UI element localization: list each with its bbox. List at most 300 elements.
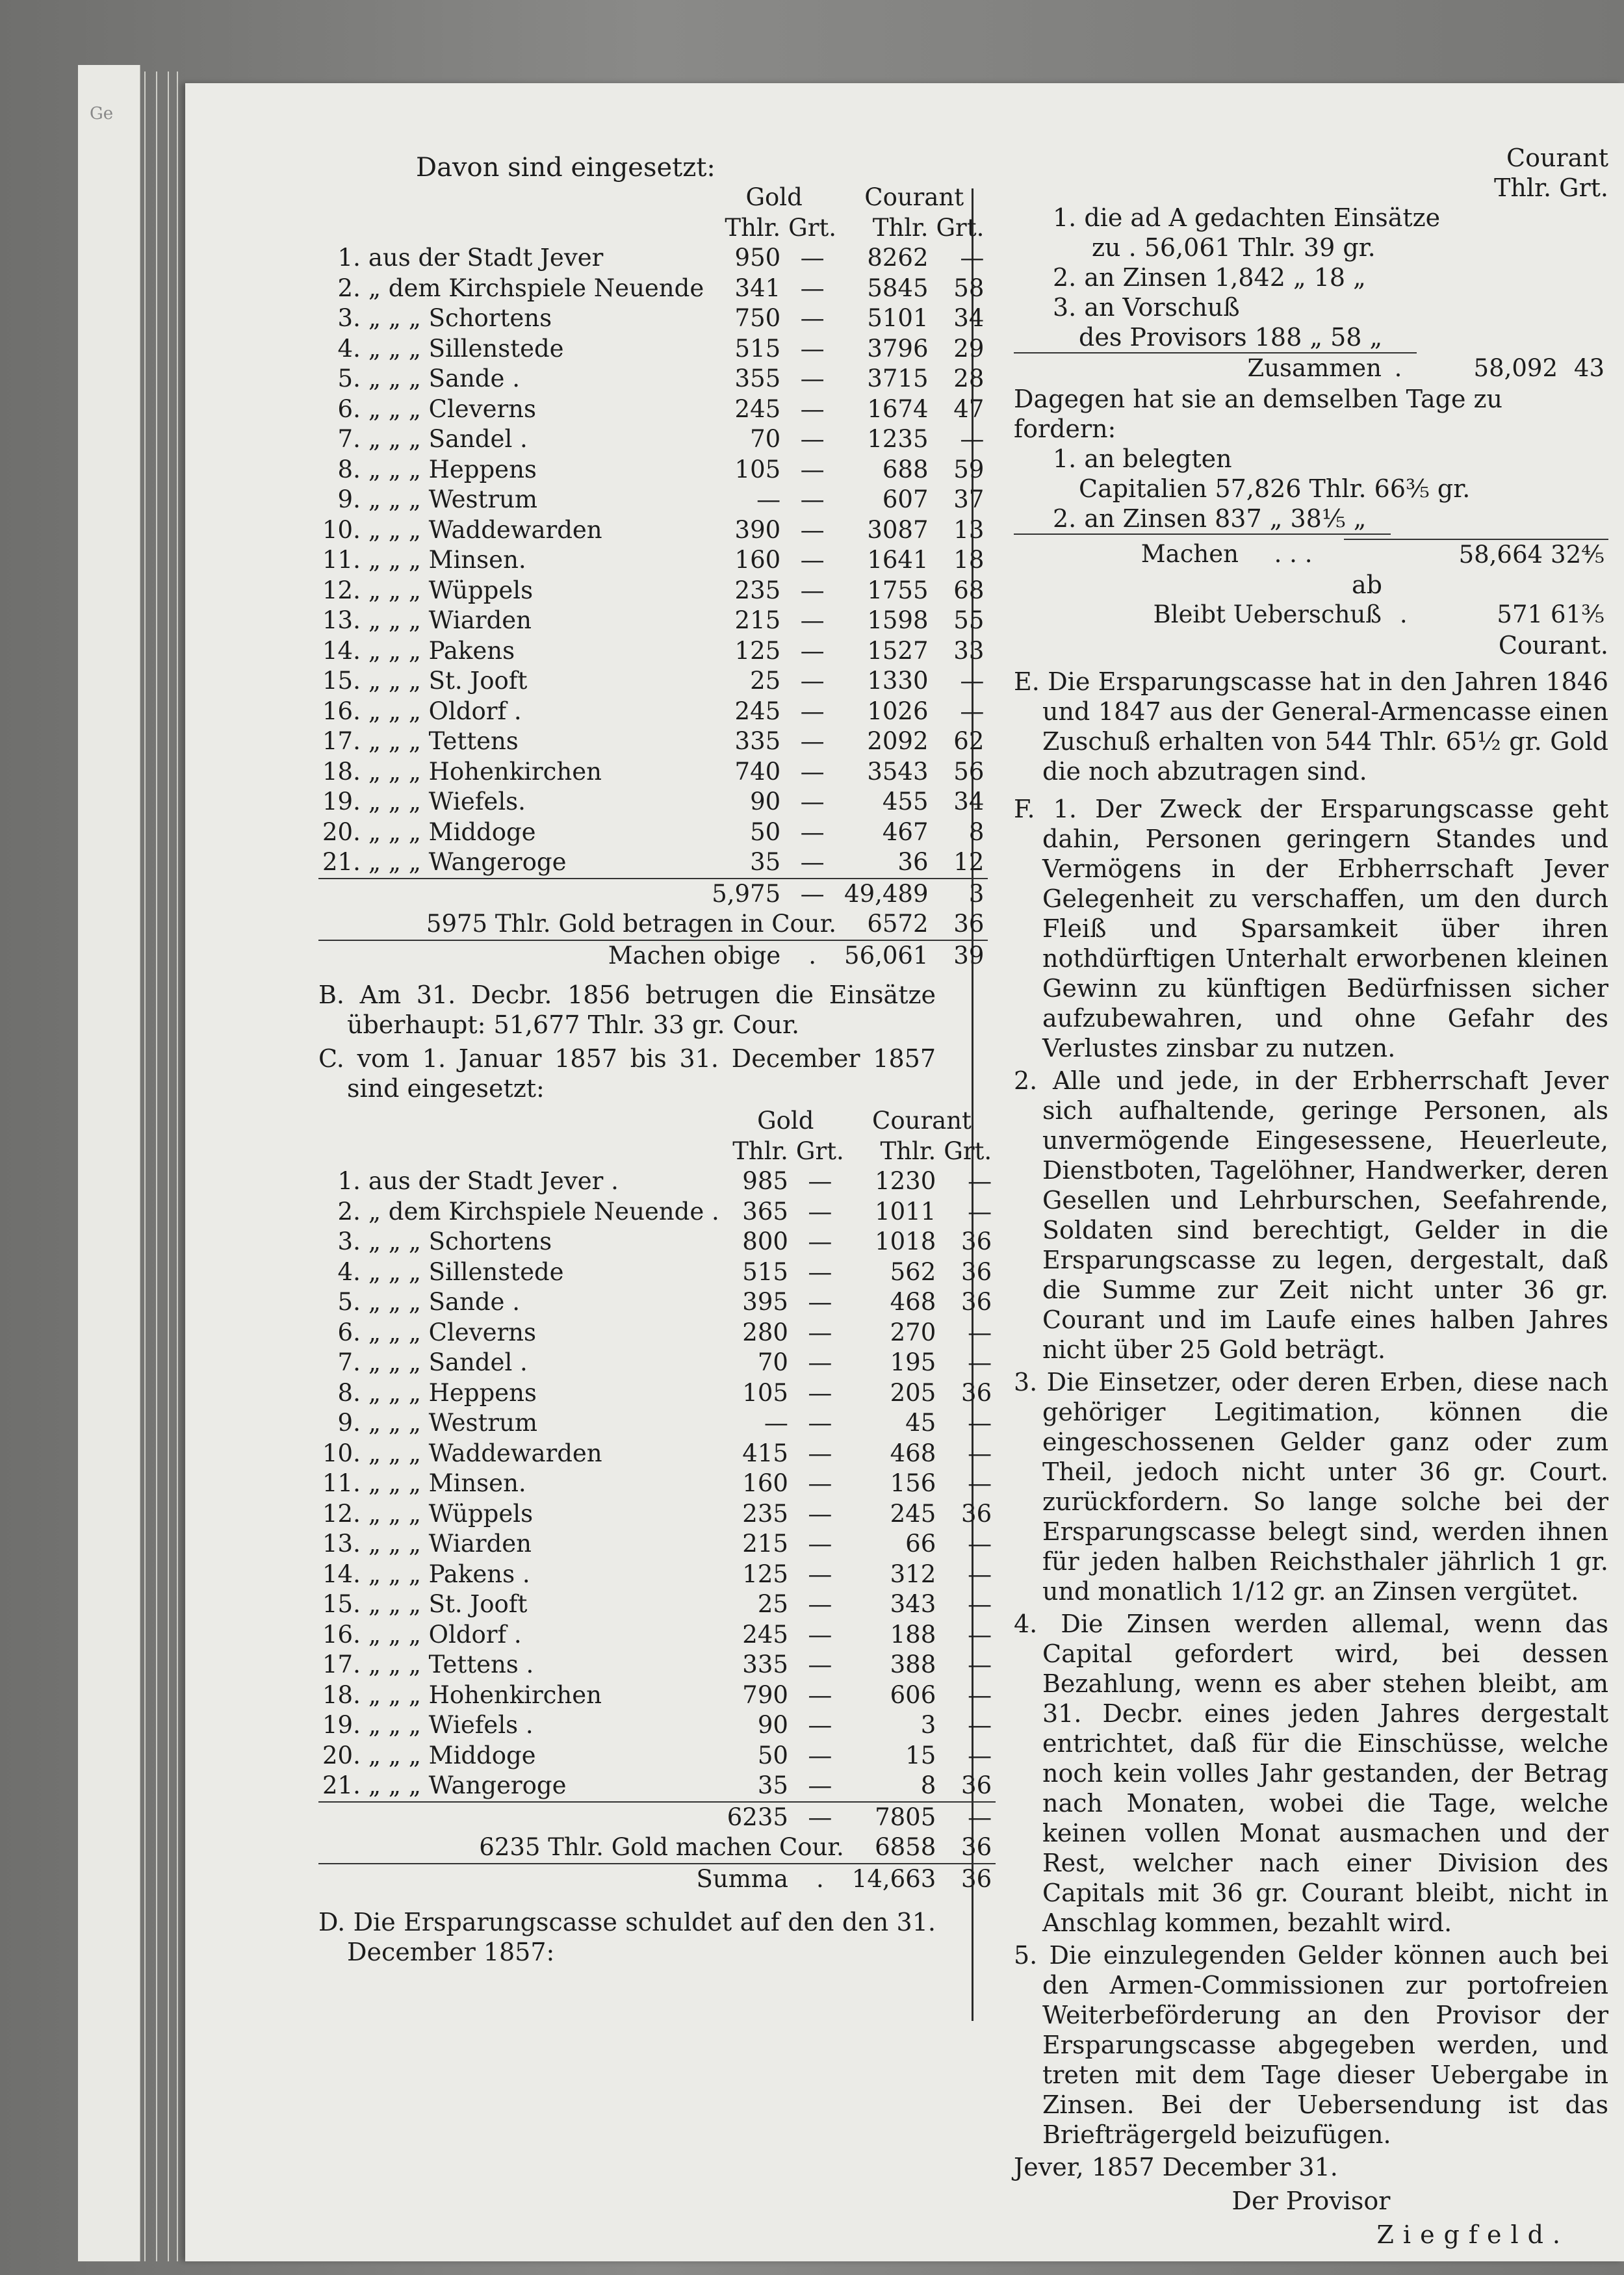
cell-d: — xyxy=(800,304,825,333)
gold-conversion-row-1856: 5975 Thlr. Gold betragen in Cour. 6572 36 xyxy=(426,910,985,938)
cell-c: 3796 xyxy=(867,334,929,363)
cell-g: 35 xyxy=(757,1771,788,1800)
cell-d: — xyxy=(808,1680,832,1709)
total-row-1856: 5,975 — 49,489 3 xyxy=(318,879,988,910)
deposits-1856-table xyxy=(318,183,988,971)
cell-g: 215 xyxy=(742,1530,788,1558)
cell-d: — xyxy=(808,1378,832,1407)
table-row xyxy=(318,515,988,546)
cell-gr: 29 xyxy=(953,334,985,363)
sub-thlr: Thlr. xyxy=(732,1137,788,1165)
cell-g: 335 xyxy=(742,1651,788,1679)
cell-n: 10. xyxy=(322,1439,361,1467)
cell-g: 800 xyxy=(742,1227,788,1256)
table-row xyxy=(318,1560,996,1590)
cell-d: — xyxy=(800,365,825,393)
cell-place: „ „ „ Sillenstede xyxy=(368,1257,564,1286)
cell-gr: 47 xyxy=(953,394,985,423)
cell-g: 125 xyxy=(734,636,781,665)
table-row xyxy=(318,364,988,394)
cell-place: „ „ „ Middoge xyxy=(368,1741,536,1769)
courant-units: Thlr. Grt. xyxy=(1494,174,1608,202)
cell-d: — xyxy=(800,515,825,544)
cell-g: 215 xyxy=(734,606,781,635)
summa-row: Summa . 14,663 36 xyxy=(318,1864,996,1895)
cell-g: 235 xyxy=(742,1499,788,1528)
table-row xyxy=(318,697,988,727)
cell-c: 312 xyxy=(890,1560,936,1588)
cell-gr: 36 xyxy=(961,1257,992,1286)
cell-d: — xyxy=(808,1711,832,1740)
cell-place: „ „ „ Cleverns xyxy=(368,394,536,423)
table-row xyxy=(318,1710,996,1741)
cell-c: 606 xyxy=(890,1680,936,1709)
cell-c: 156 xyxy=(890,1469,936,1498)
cell-place: „ „ „ Wiefels . xyxy=(368,1711,534,1740)
cell-c: 607 xyxy=(882,485,929,514)
table-row xyxy=(318,545,988,576)
table-row xyxy=(318,1771,996,1802)
cell-c: 562 xyxy=(890,1257,936,1286)
cell-gr: — xyxy=(968,1741,992,1769)
cell-gr: 12 xyxy=(953,848,985,877)
cell-place: „ „ „ Oldorf . xyxy=(368,697,522,725)
dagegen-text: Dagegen hat sie an demselben Tage zu fordern: xyxy=(1014,384,1503,443)
gold-conversion-row-1857: 6235 Thlr. Gold machen Cour. 6858 36 xyxy=(479,1833,992,1862)
cell-c: 8262 xyxy=(867,244,929,272)
cell-gr: — xyxy=(968,1348,992,1377)
cell-place: „ „ „ Wiarden xyxy=(368,606,532,635)
cell-c: 688 xyxy=(882,455,929,483)
cell-gr: 13 xyxy=(953,515,985,544)
cell-c: 5101 xyxy=(867,304,929,333)
cell-c: 1527 xyxy=(867,636,929,665)
table-row xyxy=(318,274,988,304)
sub-grt: Grt. xyxy=(944,1137,992,1165)
cell-c: 2092 xyxy=(867,727,929,756)
cell-g: 515 xyxy=(742,1257,788,1286)
cell-c: 195 xyxy=(890,1348,936,1377)
cell-g: 25 xyxy=(750,667,781,695)
cell-c: 3 xyxy=(920,1711,936,1740)
bleibt-row: Bleibt Ueberschuß . 571 61⅗ xyxy=(1153,600,1605,629)
courant-tail: Courant. xyxy=(1498,630,1608,660)
cell-gr: 34 xyxy=(953,304,985,333)
cell-d: — xyxy=(808,1318,832,1346)
table-row xyxy=(318,606,988,636)
table-row xyxy=(318,636,988,667)
cell-place: „ „ „ Heppens xyxy=(368,1378,537,1407)
cell-g: 25 xyxy=(757,1590,788,1619)
table-row xyxy=(318,243,988,274)
cell-place: „ „ „ Minsen. xyxy=(368,546,526,574)
table-row xyxy=(318,1529,996,1560)
cell-n: 15. xyxy=(322,1590,361,1619)
cell-g: 341 xyxy=(734,274,781,302)
cell-n: 5. xyxy=(337,1288,361,1317)
cell-n: 16. xyxy=(322,1620,361,1649)
cell-g: — xyxy=(764,1409,788,1437)
table-row xyxy=(318,1620,996,1651)
cell-c: 455 xyxy=(882,788,929,816)
table-row xyxy=(318,1439,996,1469)
cell-d: — xyxy=(800,394,825,423)
table-row xyxy=(318,1408,996,1439)
cell-d: — xyxy=(808,1771,832,1800)
table-row xyxy=(318,455,988,485)
col-gold-header: Gold xyxy=(745,183,803,212)
cell-n: 5. xyxy=(337,365,361,393)
page-stack-edge xyxy=(177,71,178,2261)
cell-place: „ „ „ Sande . xyxy=(368,1288,520,1317)
cell-gr: — xyxy=(960,667,985,695)
table-row xyxy=(318,1166,996,1197)
claim-item-1-cont: Capitalien 57,826 Thlr. 66⅗ gr. xyxy=(1079,474,1471,503)
cell-place: „ „ „ Wangeroge xyxy=(368,1771,567,1800)
cell-c: 1330 xyxy=(867,667,929,695)
cell-g: 70 xyxy=(757,1348,788,1377)
cell-gr: 36 xyxy=(961,1378,992,1407)
cell-d: — xyxy=(808,1167,832,1196)
cell-gr: 36 xyxy=(961,1771,992,1800)
cell-place: „ „ „ Heppens xyxy=(368,455,537,483)
cell-c: 245 xyxy=(890,1499,936,1528)
cell-place: „ „ „ Hohenkirchen xyxy=(368,1680,602,1709)
cell-d: — xyxy=(800,848,825,877)
cell-place: „ „ „ Middoge xyxy=(368,817,536,846)
cell-g: 90 xyxy=(757,1711,788,1740)
sub-grt: Grt. xyxy=(788,213,837,242)
cell-place: „ „ „ Waddewarden xyxy=(368,1439,602,1467)
cell-c: 1598 xyxy=(867,606,929,635)
table-row xyxy=(318,726,988,757)
table-row xyxy=(318,817,988,848)
sub-thlr: Thlr. xyxy=(872,213,929,242)
cell-c: 468 xyxy=(890,1288,936,1317)
cell-c: 36 xyxy=(897,848,929,877)
paragraph-f3: 3. Die Einsetzer, oder deren Erben, diese nach gehöriger Legitimation, können die eingeschossenen Gelder ganz oder zum Theil, jedoch nicht unter 36 gr. Court. zurückfordern. So lange solche bei der Ersparungscasse belegt sind, werden ihnen für jeden halben Reichsthaler jährlich 1 gr. und monatlich 1/12 gr. an Zinsen vergütet. xyxy=(1014,1367,1608,1606)
cell-d: — xyxy=(808,1651,832,1679)
table-row xyxy=(318,757,988,788)
cell-n: 12. xyxy=(322,1499,361,1528)
cell-c: 1026 xyxy=(867,697,929,725)
cell-place: „ „ „ Waddewarden xyxy=(368,515,602,544)
cell-gr: — xyxy=(968,1409,992,1437)
cell-g: 160 xyxy=(742,1469,788,1498)
page-stack-edge xyxy=(168,71,169,2261)
cell-c: 1018 xyxy=(875,1227,936,1256)
cell-gr: — xyxy=(960,425,985,454)
cell-d: — xyxy=(800,667,825,695)
cell-n: 17. xyxy=(322,727,361,756)
paragraph-e: E. Die Ersparungscasse hat in den Jahren 1846 und 1847 aus der General-Armencasse einen Zuschuß erhalten von 544 Thlr. 65½ gr. Gold die noch abzutragen sind. xyxy=(1014,667,1608,786)
cell-d: — xyxy=(808,1469,832,1498)
table-row xyxy=(318,334,988,365)
cell-n: 14. xyxy=(322,1560,361,1588)
cell-g: 50 xyxy=(757,1741,788,1769)
table-row xyxy=(318,1650,996,1680)
previous-page-fragment: Ge xyxy=(90,104,114,123)
cell-c: 205 xyxy=(890,1378,936,1407)
cell-gr: — xyxy=(968,1590,992,1619)
cell-place: „ „ „ St. Jooft xyxy=(368,667,528,695)
cell-n: 10. xyxy=(322,515,361,544)
paragraph-d: D. Die Ersparungscasse schuldet auf den den 31. December 1857: xyxy=(318,1908,936,1966)
cell-place: „ „ „ Westrum xyxy=(368,1409,537,1437)
cell-c: 1011 xyxy=(875,1197,936,1226)
cell-place: „ „ „ Tettens xyxy=(368,727,519,756)
provisor-title: Der Provisor xyxy=(1231,2186,1391,2215)
table-row xyxy=(318,1589,996,1620)
cell-d: — xyxy=(800,274,825,302)
cell-n: 9. xyxy=(337,1409,361,1437)
cell-g: 335 xyxy=(734,727,781,756)
table-row xyxy=(318,485,988,515)
cell-n: 1. xyxy=(337,1167,361,1196)
cell-gr: 36 xyxy=(961,1499,992,1528)
cell-g: 245 xyxy=(742,1620,788,1649)
cell-gr: — xyxy=(960,697,985,725)
cell-n: 2. xyxy=(337,1197,361,1226)
table-row xyxy=(318,1348,996,1378)
cell-n: 11. xyxy=(322,1469,361,1498)
cell-c: 270 xyxy=(890,1318,936,1346)
col-courant-header: Courant xyxy=(864,183,964,212)
page-stack-edge xyxy=(156,71,157,2261)
sub-thlr: Thlr. xyxy=(725,213,781,242)
cell-d: — xyxy=(808,1741,832,1769)
cell-place: „ „ „ Sandel . xyxy=(368,1348,528,1377)
cell-gr: — xyxy=(968,1620,992,1649)
cell-g: 125 xyxy=(742,1560,788,1588)
cell-n: 19. xyxy=(322,1711,361,1740)
cell-g: 355 xyxy=(734,365,781,393)
cell-n: 1. xyxy=(337,244,361,272)
cell-d: — xyxy=(800,727,825,756)
table-row xyxy=(318,1741,996,1771)
cell-g: 245 xyxy=(734,394,781,423)
cell-gr: 58 xyxy=(953,274,985,302)
table-row xyxy=(318,576,988,606)
cell-g: 950 xyxy=(734,244,781,272)
cell-d: — xyxy=(800,425,825,454)
cell-g: 415 xyxy=(742,1439,788,1467)
cell-g: 750 xyxy=(734,304,781,333)
cell-place: „ „ „ Wangeroge xyxy=(368,848,567,877)
paragraph-f2: 2. Alle und jede, in der Erbherrschaft Jever sich aufhaltende, geringe Personen, als unvermögende Eingesessene, Heuerleute, Dienstboten, Tagelöhner, Handwerker, deren Gesellen und Lehrburschen, Seefahrende, Soldaten sind berechtigt, Gelder in die Ersparungscasse zu legen, dergestalt, daß die Summe zur Zeit nicht unter 36 gr. Courant und im Laufe eines halben Jahres nicht über 25 Gold beträgt. xyxy=(1014,1066,1608,1364)
table-row xyxy=(318,1197,996,1227)
cell-place: „ „ „ Sillenstede xyxy=(368,334,564,363)
cell-gr: — xyxy=(968,1167,992,1196)
paragraph-c: C. vom 1. Januar 1857 bis 31. December 1857 sind eingesetzt: xyxy=(318,1044,936,1103)
cell-d: — xyxy=(800,455,825,483)
cell-d: — xyxy=(800,757,825,786)
cell-c: 343 xyxy=(890,1590,936,1619)
cell-c: 66 xyxy=(905,1530,936,1558)
cell-g: 160 xyxy=(734,546,781,574)
cell-gr: — xyxy=(968,1651,992,1679)
table-row xyxy=(318,1287,996,1318)
cell-g: 235 xyxy=(734,576,781,604)
cell-g: 50 xyxy=(750,817,781,846)
paragraph-f5: 5. Die einzulegenden Gelder können auch bei den Armen-Commissionen zur portofreien Weiterbeförderung an den Provisor der Ersparungscasse abgegeben werden, und treten mit dem Tage dieser Uebergabe in Zinsen. Bei der Uebersendung ist das Briefträgergeld beizufügen. xyxy=(1014,1940,1608,2149)
cell-place: „ „ „ Sandel . xyxy=(368,425,528,454)
cell-n: 12. xyxy=(322,576,361,604)
cell-n: 8. xyxy=(337,455,361,483)
cell-d: — xyxy=(808,1439,832,1467)
cell-d: — xyxy=(808,1288,832,1317)
total-row-1857: 6235 — 7805 — xyxy=(318,1802,996,1833)
cell-d: — xyxy=(808,1409,832,1437)
cell-gr: — xyxy=(968,1711,992,1740)
cell-gr: 56 xyxy=(953,757,985,786)
cell-d: — xyxy=(808,1590,832,1619)
cell-g: 70 xyxy=(750,425,781,454)
cell-n: 15. xyxy=(322,667,361,695)
cell-c: 1235 xyxy=(867,425,929,454)
cell-c: 3087 xyxy=(867,515,929,544)
cell-d: — xyxy=(808,1197,832,1226)
deposits-1857-table xyxy=(318,1106,996,1894)
cell-place: „ „ „ Westrum xyxy=(368,485,537,514)
cell-d: — xyxy=(808,1620,832,1649)
cell-d: — xyxy=(808,1257,832,1286)
cell-gr: — xyxy=(968,1680,992,1709)
table-row xyxy=(318,666,988,697)
cell-n: 13. xyxy=(322,1530,361,1558)
cell-d: — xyxy=(800,817,825,846)
sub-grt: Grt. xyxy=(795,1137,844,1165)
cell-g: 390 xyxy=(734,515,781,544)
col-gold-header: Gold xyxy=(757,1107,814,1135)
cell-place: „ „ „ Oldorf . xyxy=(368,1620,522,1649)
cell-c: 5845 xyxy=(867,274,929,302)
cell-place: „ „ „ Wiarden xyxy=(368,1530,532,1558)
table-row xyxy=(318,1378,996,1409)
table-row xyxy=(318,1499,996,1530)
cell-n: 3. xyxy=(337,1227,361,1256)
cell-d: — xyxy=(800,636,825,665)
cell-gr: 34 xyxy=(953,788,985,816)
cell-d: — xyxy=(808,1530,832,1558)
cell-d: — xyxy=(808,1499,832,1528)
paragraph-b: B. Am 31. Decbr. 1856 betrugen die Einsätze überhaupt: 51,677 Thlr. 33 gr. Cour. xyxy=(318,981,936,1039)
courant-header: Courant xyxy=(1506,144,1608,172)
cell-d: — xyxy=(808,1348,832,1377)
cell-d: — xyxy=(800,244,825,272)
cell-d: — xyxy=(800,546,825,574)
cell-c: 3543 xyxy=(867,757,929,786)
cell-g: 790 xyxy=(742,1680,788,1709)
table-row xyxy=(318,303,988,334)
liability-item-2: 2. an Zinsen 1,842 „ 18 „ xyxy=(1053,263,1366,292)
cell-gr: 62 xyxy=(953,727,985,756)
cell-n: 7. xyxy=(337,1348,361,1377)
cell-n: 21. xyxy=(322,848,361,877)
cell-gr: 28 xyxy=(953,365,985,393)
cell-gr: — xyxy=(968,1318,992,1346)
page-stack-edge xyxy=(144,71,146,2261)
cell-n: 20. xyxy=(322,817,361,846)
cell-c: 188 xyxy=(890,1620,936,1649)
machen-row: Machen . . . 58,664 32⅘ xyxy=(1014,539,1608,571)
cell-gr: 8 xyxy=(968,817,985,846)
cell-n: 2. xyxy=(337,274,361,302)
cell-n: 9. xyxy=(337,485,361,514)
paragraph-f1: F. 1. Der Zweck der Ersparungscasse geht dahin, Personen geringern Standes und Vermögens in der Erbherrschaft Jever Gelegenheit zu verschaffen, um den durch Fleiß und Sparsamkeit über ihren nothdürftigen Unterhalt erworbenen kleinen Gewinn zu künftigen Bedürfnissen sicher aufzubewahren, und ohne Gefahr des Verlustes zinsbar zu nutzen. xyxy=(1014,794,1608,1062)
cell-n: 18. xyxy=(322,1680,361,1709)
cell-c: 1755 xyxy=(867,576,929,604)
cell-n: 6. xyxy=(337,1318,361,1346)
cell-place: „ „ „ Tettens . xyxy=(368,1651,534,1679)
table-row xyxy=(318,1227,996,1257)
cell-place: „ dem Kirchspiele Neuende . xyxy=(368,1197,719,1226)
cell-g: 105 xyxy=(742,1378,788,1407)
cell-gr: — xyxy=(968,1197,992,1226)
cell-n: 4. xyxy=(337,1257,361,1286)
cell-place: „ „ „ Schortens xyxy=(368,304,552,333)
cell-place: „ dem Kirchspiele Neuende xyxy=(368,274,704,302)
cell-g: 35 xyxy=(750,848,781,877)
cell-g: 105 xyxy=(734,455,781,483)
cell-place: „ „ „ St. Jooft xyxy=(368,1590,528,1619)
cell-c: 467 xyxy=(882,817,929,846)
cell-place: „ „ „ Schortens xyxy=(368,1227,552,1256)
cell-gr: 36 xyxy=(961,1227,992,1256)
cell-d: — xyxy=(808,1227,832,1256)
cell-gr: 33 xyxy=(953,636,985,665)
cell-gr: 37 xyxy=(953,485,985,514)
cell-g: 515 xyxy=(734,334,781,363)
cell-d: — xyxy=(808,1560,832,1588)
table-row xyxy=(318,394,988,425)
cell-n: 6. xyxy=(337,394,361,423)
cell-c: 15 xyxy=(905,1741,936,1769)
cell-d: — xyxy=(800,576,825,604)
table-row xyxy=(318,787,988,817)
cell-d: — xyxy=(800,485,825,514)
claim-item-2: 2. an Zinsen 837 „ 38⅕ „ xyxy=(1014,504,1391,535)
cell-place: „ „ „ Minsen. xyxy=(368,1469,526,1498)
cell-gr: 18 xyxy=(953,546,985,574)
cell-n: 18. xyxy=(322,757,361,786)
cell-gr: — xyxy=(968,1560,992,1588)
left-column xyxy=(318,153,992,1967)
cell-n: 14. xyxy=(322,636,361,665)
table-row xyxy=(318,847,988,879)
right-column xyxy=(1014,143,1608,2250)
table-row xyxy=(318,1257,996,1288)
cell-place: „ „ „ Wiefels. xyxy=(368,788,526,816)
cell-c: 45 xyxy=(905,1409,936,1437)
cell-place: „ „ „ Cleverns xyxy=(368,1318,536,1346)
cell-g: — xyxy=(756,485,781,514)
cell-place: „ „ „ Wüppels xyxy=(368,1499,534,1528)
cell-g: 740 xyxy=(734,757,781,786)
liability-item-3: 3. an Vorschuß xyxy=(1053,293,1240,322)
cell-place: „ „ „ Wüppels xyxy=(368,576,534,604)
cell-gr: — xyxy=(960,244,985,272)
cell-g: 245 xyxy=(734,697,781,725)
zusammen-row: Zusammen . 58,092 43 xyxy=(1247,354,1605,383)
cell-place: „ „ „ Pakens . xyxy=(368,1560,530,1588)
table-row xyxy=(318,424,988,455)
sub-grt: Grt. xyxy=(936,213,985,242)
cell-n: 8. xyxy=(337,1378,361,1407)
cell-place: „ „ „ Sande . xyxy=(368,365,520,393)
cell-n: 21. xyxy=(322,1771,361,1800)
cell-g: 280 xyxy=(742,1318,788,1346)
